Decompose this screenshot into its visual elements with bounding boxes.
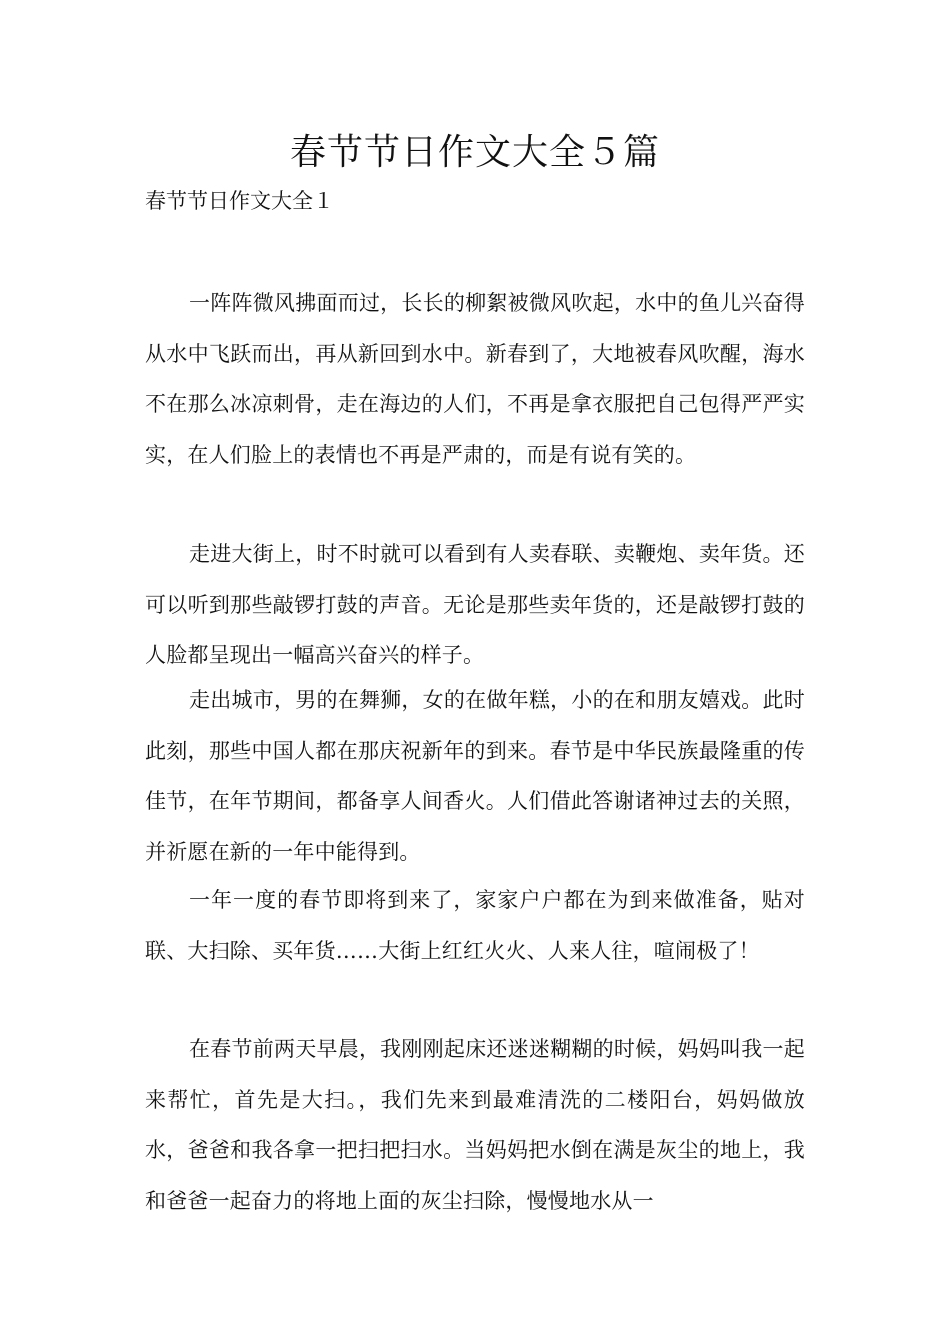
- section-heading: 春节节日作文大全１: [145, 189, 334, 213]
- paragraph-5: 在春节前两天早晨，我刚刚起床还迷迷糊糊的时候，妈妈叫我一起来帮忙，首先是大扫。，我们先来到最难清洗的二楼阳台，妈妈做放水，爸爸和我各拿一把扫把扫水。当妈妈把水倒在满是灰尘的地上，我和爸爸一起奋力的将地上面的灰尘扫除，慢慢地水从一: [145, 1037, 805, 1213]
- paragraph-3: 走出城市，男的在舞狮，女的在做年糕，小的在和朋友嬉戏。此时此刻，那些中国人都在那庆祝新年的到来。春节是中华民族最隆重的传佳节，在年节期间，都备享人间香火。人们借此答谢诸神过去的关照，并祈愿在新的一年中能得到。: [145, 688, 805, 864]
- document-title: 春节节日作文大全５篇: [289, 132, 660, 173]
- paragraph-1: 一阵阵微风拂面而过，长长的柳絮被微风吹起，水中的鱼儿兴奋得从水中飞跃而出，再从新回到水中。新春到了，大地被春风吹醒，海水不在那么冰凉刺骨，走在海边的人们，不再是拿衣服把自己包得严严实实，在人们脸上的表情也不再是严肃的，而是有说有笑的。: [145, 291, 805, 467]
- paragraph-2: 走进大街上，时不时就可以看到有人卖春联、卖鞭炮、卖年货。还可以听到那些敲锣打鼓的声音。无论是那些卖年货的，还是敲锣打鼓的人脸都呈现出一幅高兴奋兴的样子。: [145, 542, 805, 667]
- paragraph-4: 一年一度的春节即将到来了，家家户户都在为到来做准备，贴对联、大扫除、买年货……大街上红红火火、人来人往，喧闹极了！: [145, 888, 805, 963]
